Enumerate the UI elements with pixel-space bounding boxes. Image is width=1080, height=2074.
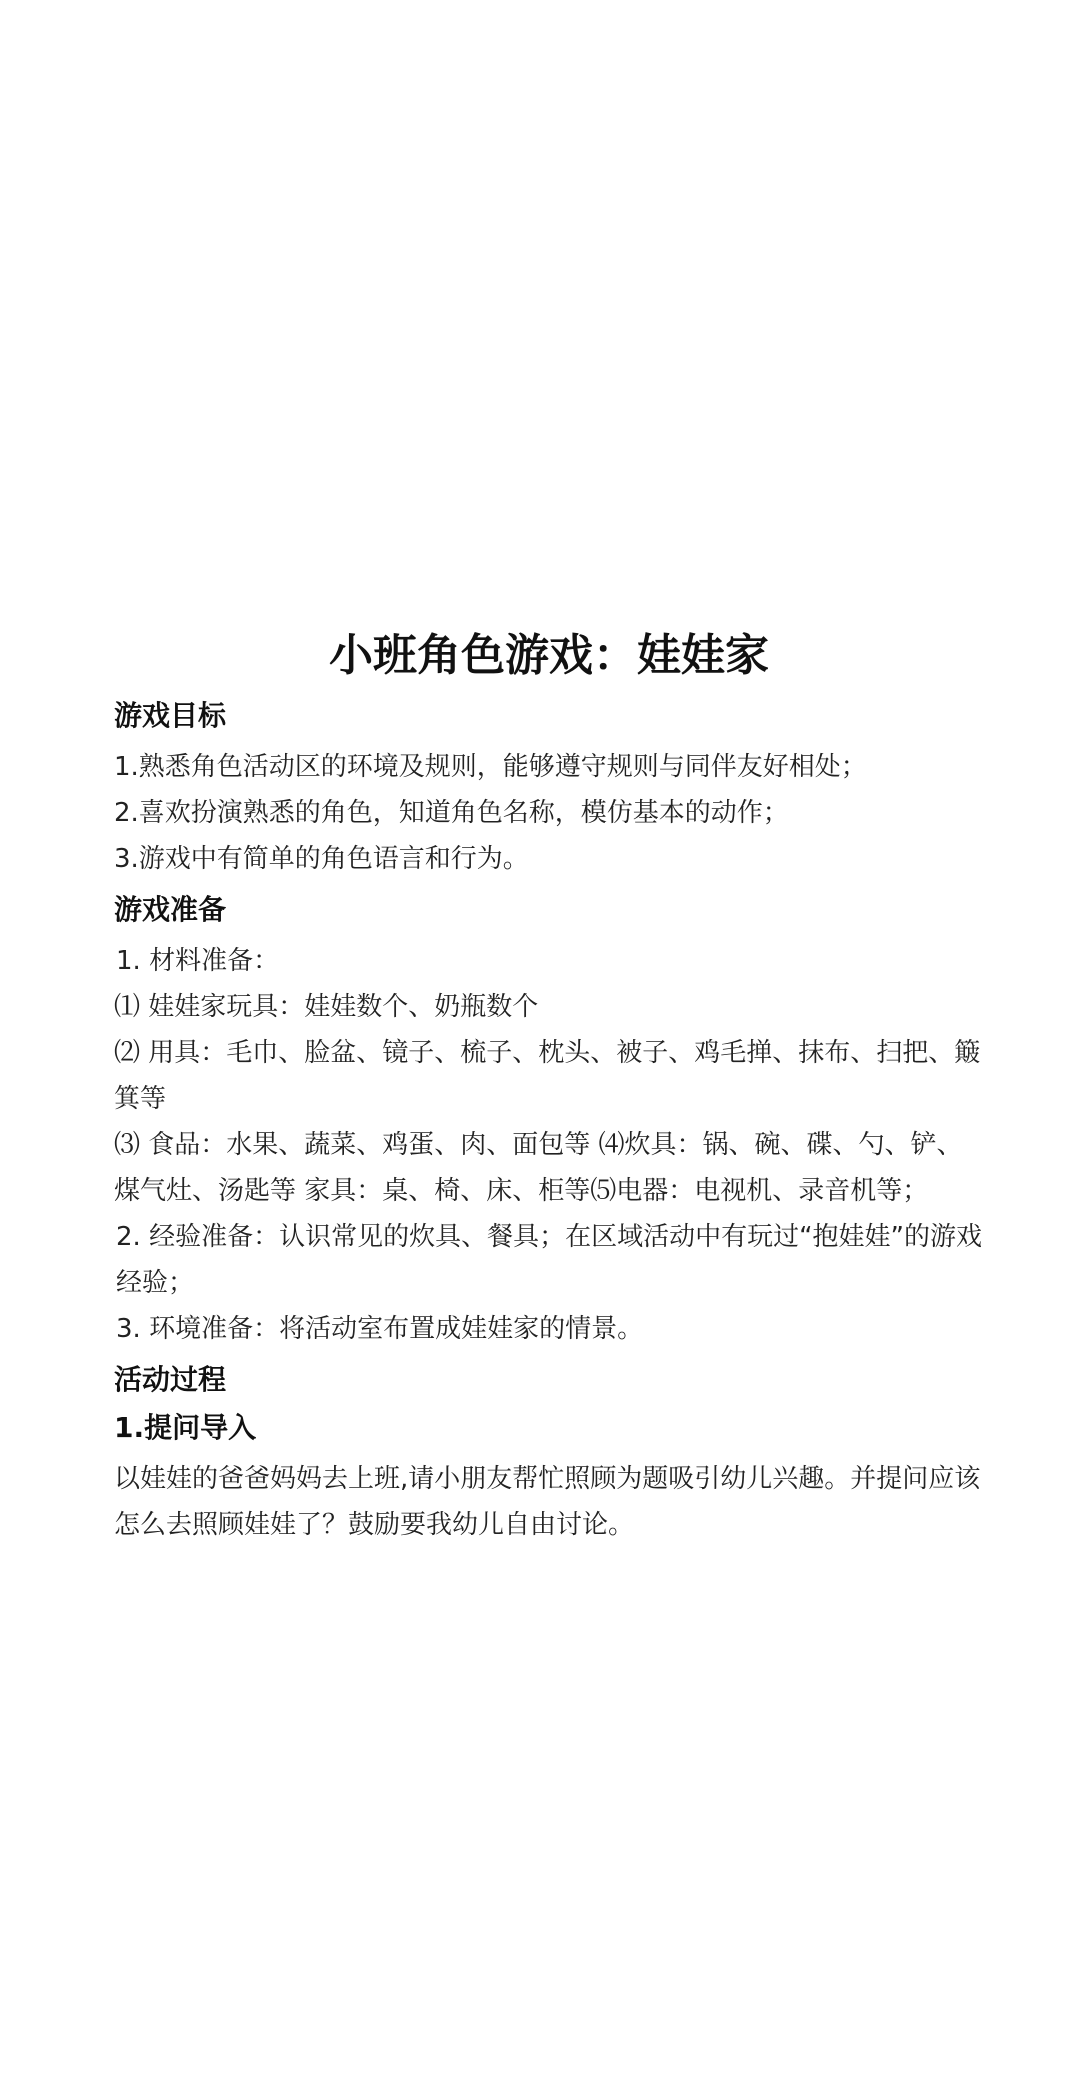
material-item-3: ⑶ 食品：水果、蔬菜、鸡蛋、肉、面包等 ⑷炊具：锅、碗、碟、勺、铲、煤气灶、汤匙等 家具：桌、椅、床、柜等⑸电器：电视机、录音机等； (114, 1130, 963, 1206)
environment-prep: 3. 环境准备：将活动室布置成娃娃家的情景。 (116, 1314, 644, 1344)
materials-label: 1. 材料准备： (116, 946, 280, 976)
experience-prep: 2. 经验准备：认识常见的炊具、餐具；在区域活动中有玩过“抱娃娃”的游戏经验； (116, 1222, 983, 1298)
step1-text: 以娃娃的爸爸妈妈去上班,请小朋友帮忙照顾为题吸引幼儿兴趣。并提问应该怎么去照顾娃娃了？鼓励要我幼儿自由讨论。 (114, 1464, 981, 1540)
step1-heading: 1.提问导入 (114, 1411, 257, 1444)
goal-item-3: 3.游戏中有简单的角色语言和行为。 (114, 844, 529, 874)
goals-heading: 游戏目标 (114, 699, 227, 732)
goal-item-2: 2.喜欢扮演熟悉的角色，知道角色名称，模仿基本的动作； (114, 798, 789, 828)
material-item-1: ⑴ 娃娃家玩具：娃娃数个、奶瓶数个 (114, 992, 539, 1022)
document-title: 小班角色游戏：娃娃家 (329, 630, 769, 681)
document-content (114, 628, 984, 1548)
goal-item-1: 1.熟悉角色活动区的环境及规则，能够遵守规则与同伴友好相处； (114, 752, 867, 782)
material-item-2: ⑵ 用具：毛巾、脸盆、镜子、梳子、枕头、被子、鸡毛掸、抹布、扫把、簸箕等 (114, 1038, 981, 1114)
process-heading: 活动过程 (114, 1363, 227, 1396)
preparation-heading: 游戏准备 (114, 893, 227, 926)
